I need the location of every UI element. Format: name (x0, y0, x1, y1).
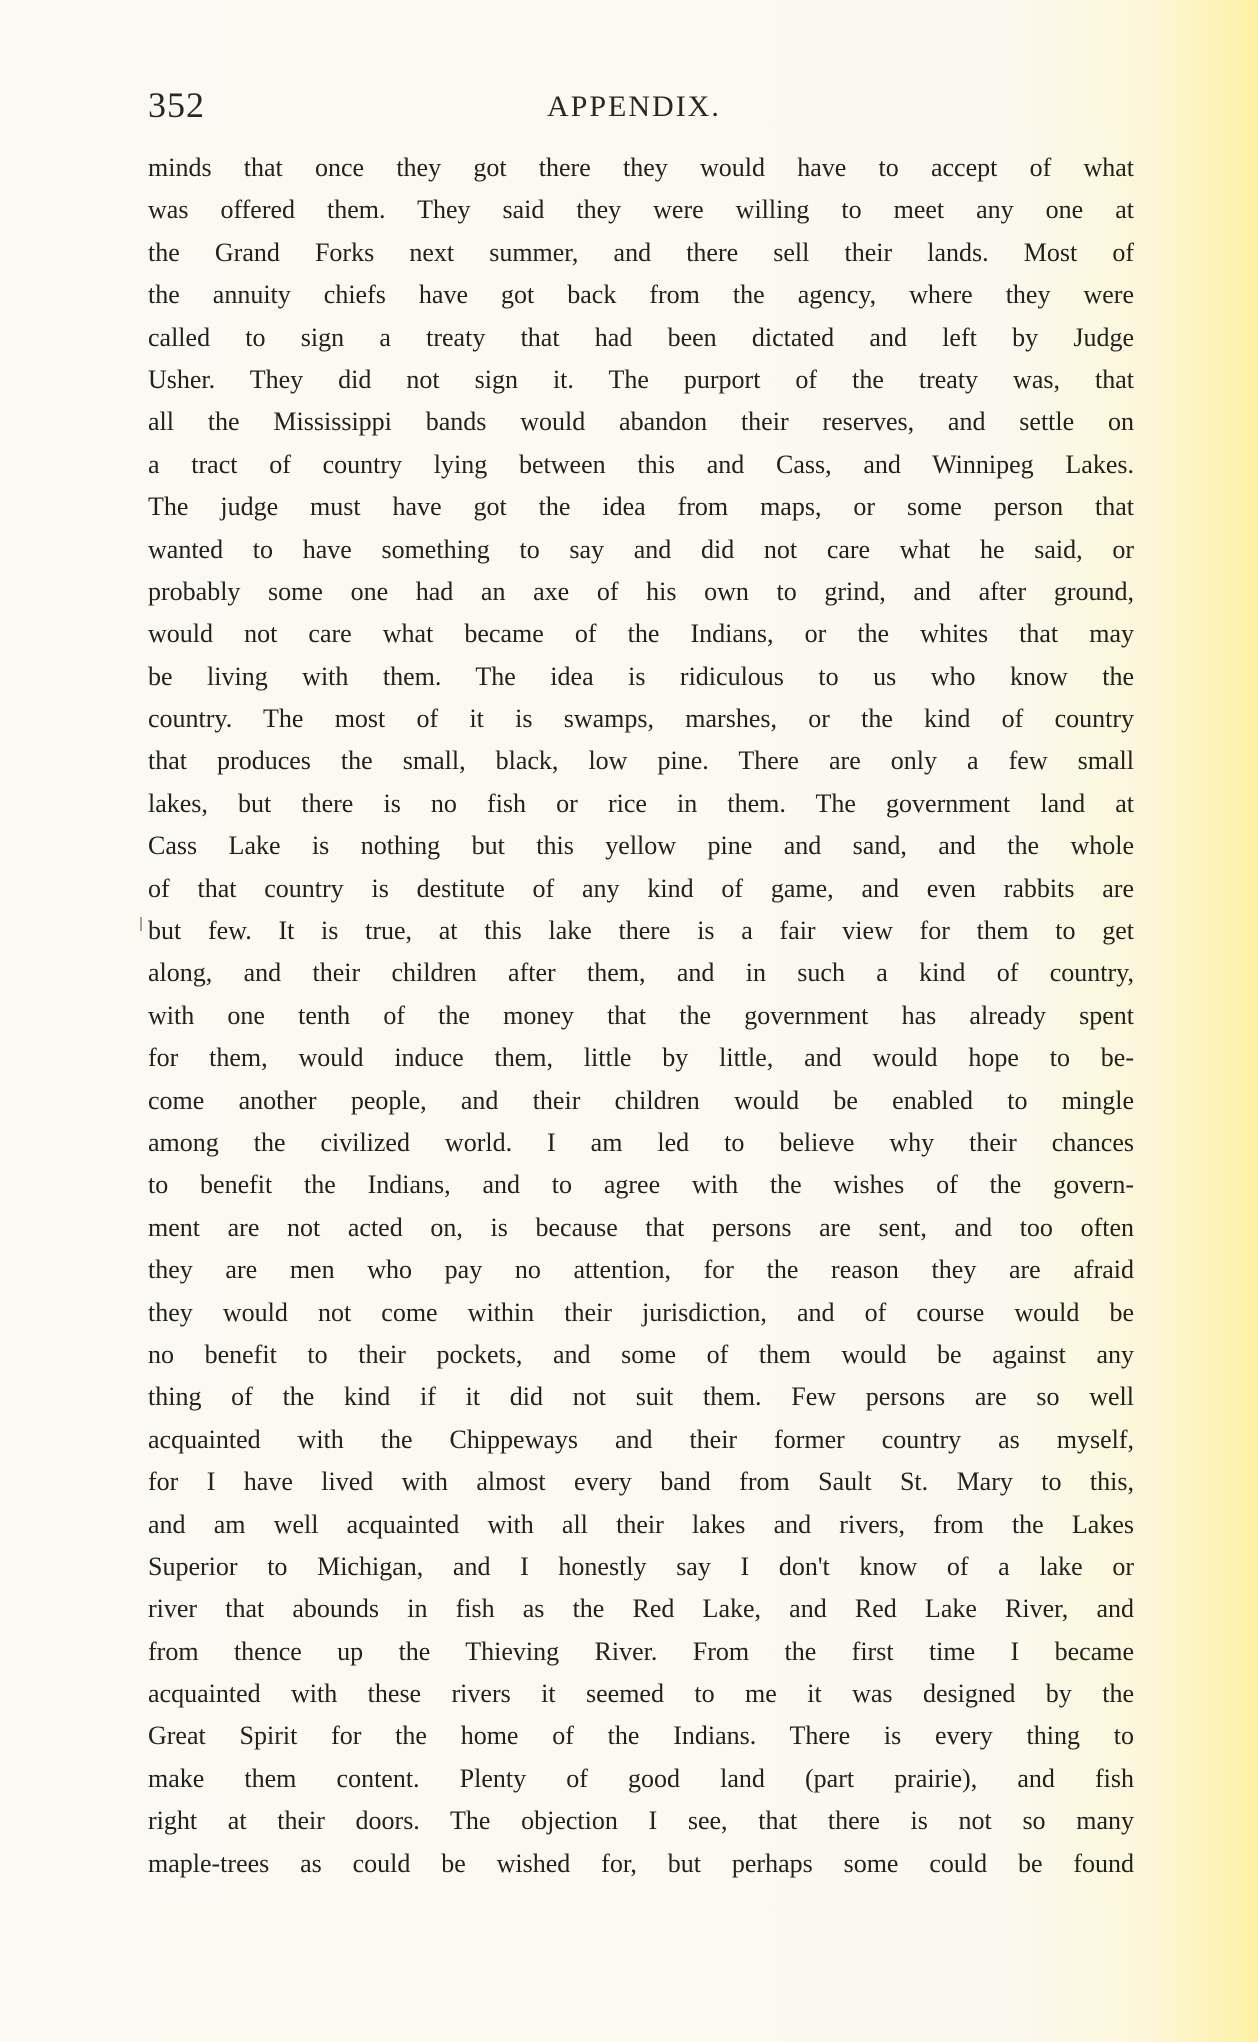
margin-mark (140, 917, 142, 931)
text-line: among the civilized world. I am led to believe why their chances (148, 1127, 1134, 1157)
text-line: the Grand Forks next summer, and there sell their lands. Most of (148, 237, 1134, 267)
text-line: Cass Lake is nothing but this yellow pine and sand, and the whole (148, 831, 1134, 861)
text-line: that produces the small, black, low pine. There are only a few small (148, 746, 1134, 776)
text-line: river that abounds in fish as the Red Lake, and Red Lake River, and (148, 1594, 1134, 1624)
text-line: they would not come within their jurisdiction, and of course would be (148, 1297, 1134, 1327)
text-line: thing of the kind if it did not suit them. Few persons are so well (148, 1382, 1134, 1412)
text-line: The judge must have got the idea from maps, or some person that (148, 492, 1134, 522)
text-line: was offered them. They said they were willing to meet any one at (148, 195, 1134, 225)
text-line: Superior to Michigan, and I honestly say I don't know of a lake or (148, 1551, 1134, 1581)
text-line: Great Spirit for the home of the Indians. There is every thing to (148, 1721, 1134, 1751)
text-line: right at their doors. The objection I see, that there is not so many (148, 1806, 1134, 1836)
text-line: wanted to have something to say and did not care what he said, or (148, 534, 1134, 564)
text-line: and am well acquainted with all their lakes and rivers, from the Lakes (148, 1509, 1134, 1539)
text-line: called to sign a treaty that had been dictated and left by Judge (148, 322, 1134, 352)
text-line: lakes, but there is no fish or rice in them. The government land at (148, 788, 1134, 818)
text-line: with one tenth of the money that the government has already spent (148, 1000, 1134, 1030)
text-line: for them, would induce them, little by little, and would hope to be- (148, 1043, 1134, 1073)
text-line: minds that once they got there they would have to accept of what (148, 153, 1134, 182)
text-line: all the Mississippi bands would abandon their reserves, and settle on (148, 407, 1134, 437)
running-title: APPENDIX. (547, 90, 721, 123)
text-line: maple-trees as could be wished for, but perhaps some could be found (148, 1848, 1134, 1878)
text-line: to benefit the Indians, and to agree with the wishes of the govern- (148, 1170, 1134, 1200)
running-head (148, 80, 1148, 130)
text-line: acquainted with these rivers it seemed to me it was designed by the (148, 1679, 1134, 1709)
text-line: along, and their children after them, and in such a kind of country, (148, 958, 1134, 988)
body-text (148, 147, 1134, 1885)
text-line: a tract of country lying between this and Cass, and Winnipeg Lakes. (148, 449, 1134, 479)
text-line: probably some one had an axe of his own to grind, and after ground, (148, 576, 1134, 606)
text-line: ment are not acted on, is because that persons are sent, and too often (148, 1212, 1134, 1242)
text-line: for I have lived with almost every band from Sault St. Mary to this, (148, 1467, 1134, 1497)
text-line: from thence up the Thieving River. From the first time I became (148, 1636, 1134, 1666)
text-line: the annuity chiefs have got back from the agency, where they were (148, 280, 1134, 310)
text-line: Usher. They did not sign it. The purport of the treaty was, that (148, 364, 1134, 394)
page-number: 352 (148, 85, 205, 125)
text-line: make them content. Plenty of good land (part prairie), and fish (148, 1763, 1134, 1793)
text-line: be living with them. The idea is ridiculous to us who know the (148, 661, 1134, 691)
text-line: would not care what became of the Indians, or the whites that may (148, 619, 1134, 649)
text-line: no benefit to their pockets, and some of them would be against any (148, 1339, 1134, 1369)
text-line: of that country is destitute of any kind of game, and even rabbits are (148, 873, 1134, 903)
text-line: they are men who pay no attention, for the reason they are afraid (148, 1255, 1134, 1285)
text-line: country. The most of it is swamps, marshes, or the kind of country (148, 704, 1134, 734)
text-line: acquainted with the Chippeways and their former country as myself, (148, 1424, 1134, 1454)
text-line: but few. It is true, at this lake there is a fair view for them to get (148, 916, 1134, 946)
text-line: come another people, and their children would be enabled to mingle (148, 1085, 1134, 1115)
